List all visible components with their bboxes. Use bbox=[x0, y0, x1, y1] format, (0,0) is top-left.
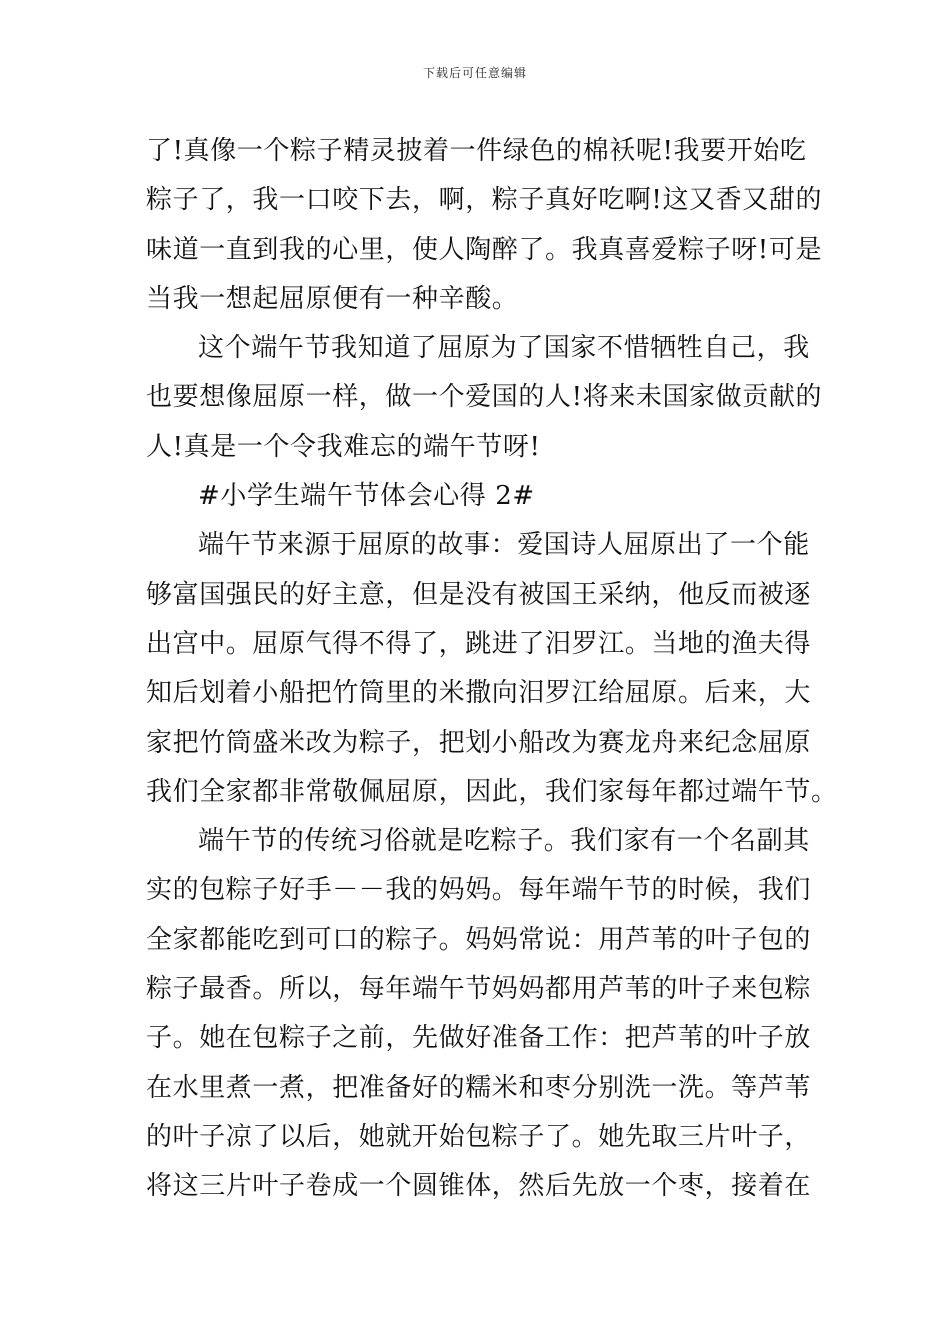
text-line: 的叶子凉了以后，她就开始包粽子了。她先取三片叶子， bbox=[146, 1121, 812, 1152]
page-header: 下载后可任意编辑 bbox=[422, 66, 527, 80]
text-line: 全家都能吃到可口的粽子。妈妈常说：用芦苇的叶子包的 bbox=[146, 924, 812, 955]
text-line: 够富国强民的好主意，但是没有被国王采纳，他反而被逐 bbox=[146, 579, 812, 610]
text-line: 出宫中。屈原气得不得了，跳进了汨罗江。当地的渔夫得 bbox=[146, 628, 812, 659]
section-heading: #小学生端午节体会心得 2# bbox=[198, 481, 535, 512]
text-line: 粽子了，我一口咬下去，啊，粽子真好吃啊!这又香又甜的 bbox=[146, 185, 823, 216]
text-line: 粽子最香。所以，每年端午节妈妈都用芦苇的叶子来包粽 bbox=[146, 974, 812, 1005]
text-line: 在水里煮一煮，把准备好的糯米和枣分别洗一洗。等芦苇 bbox=[146, 1072, 812, 1103]
text-line: 我们全家都非常敬佩屈原，因此，我们家每年都过端午节。 bbox=[146, 776, 838, 807]
text-line: 将这三片叶子卷成一个圆锥体，然后先放一个枣，接着在 bbox=[146, 1171, 812, 1202]
text-line: 实的包粽子好手－－我的妈妈。每年端午节的时候，我们 bbox=[146, 875, 812, 906]
document-body bbox=[146, 127, 838, 1212]
text-line: 子。她在包粽子之前，先做好准备工作：把芦苇的叶子放 bbox=[146, 1023, 812, 1054]
text-line: 味道一直到我的心里，使人陶醉了。我真喜爱粽子呀!可是 bbox=[146, 234, 823, 265]
text-line: 人!真是一个令我难忘的端午节呀! bbox=[146, 431, 541, 462]
paragraph-start-line: 端午节的传统习俗就是吃粽子。我们家有一个名副其 bbox=[198, 826, 810, 857]
paragraph-start-line: 这个端午节我知道了屈原为了国家不惜牺牲自己，我 bbox=[198, 333, 810, 364]
text-line: 家把竹筒盛米改为粽子，把划小船改为赛龙舟来纪念屈原 bbox=[146, 727, 812, 758]
text-line: 知后划着小船把竹筒里的米撒向汨罗江给屈原。后来，大 bbox=[146, 678, 812, 709]
paragraph-start-line: 端午节来源于屈原的故事：爱国诗人屈原出了一个能 bbox=[198, 530, 810, 561]
text-line: 也要想像屈原一样，做一个爱国的人!将来未国家做贡献的 bbox=[146, 382, 823, 413]
text-line: 当我一想起屈原便有一种辛酸。 bbox=[146, 283, 519, 314]
text-line: 了!真像一个粽子精灵披着一件绿色的棉袄呢!我要开始吃 bbox=[146, 136, 807, 166]
